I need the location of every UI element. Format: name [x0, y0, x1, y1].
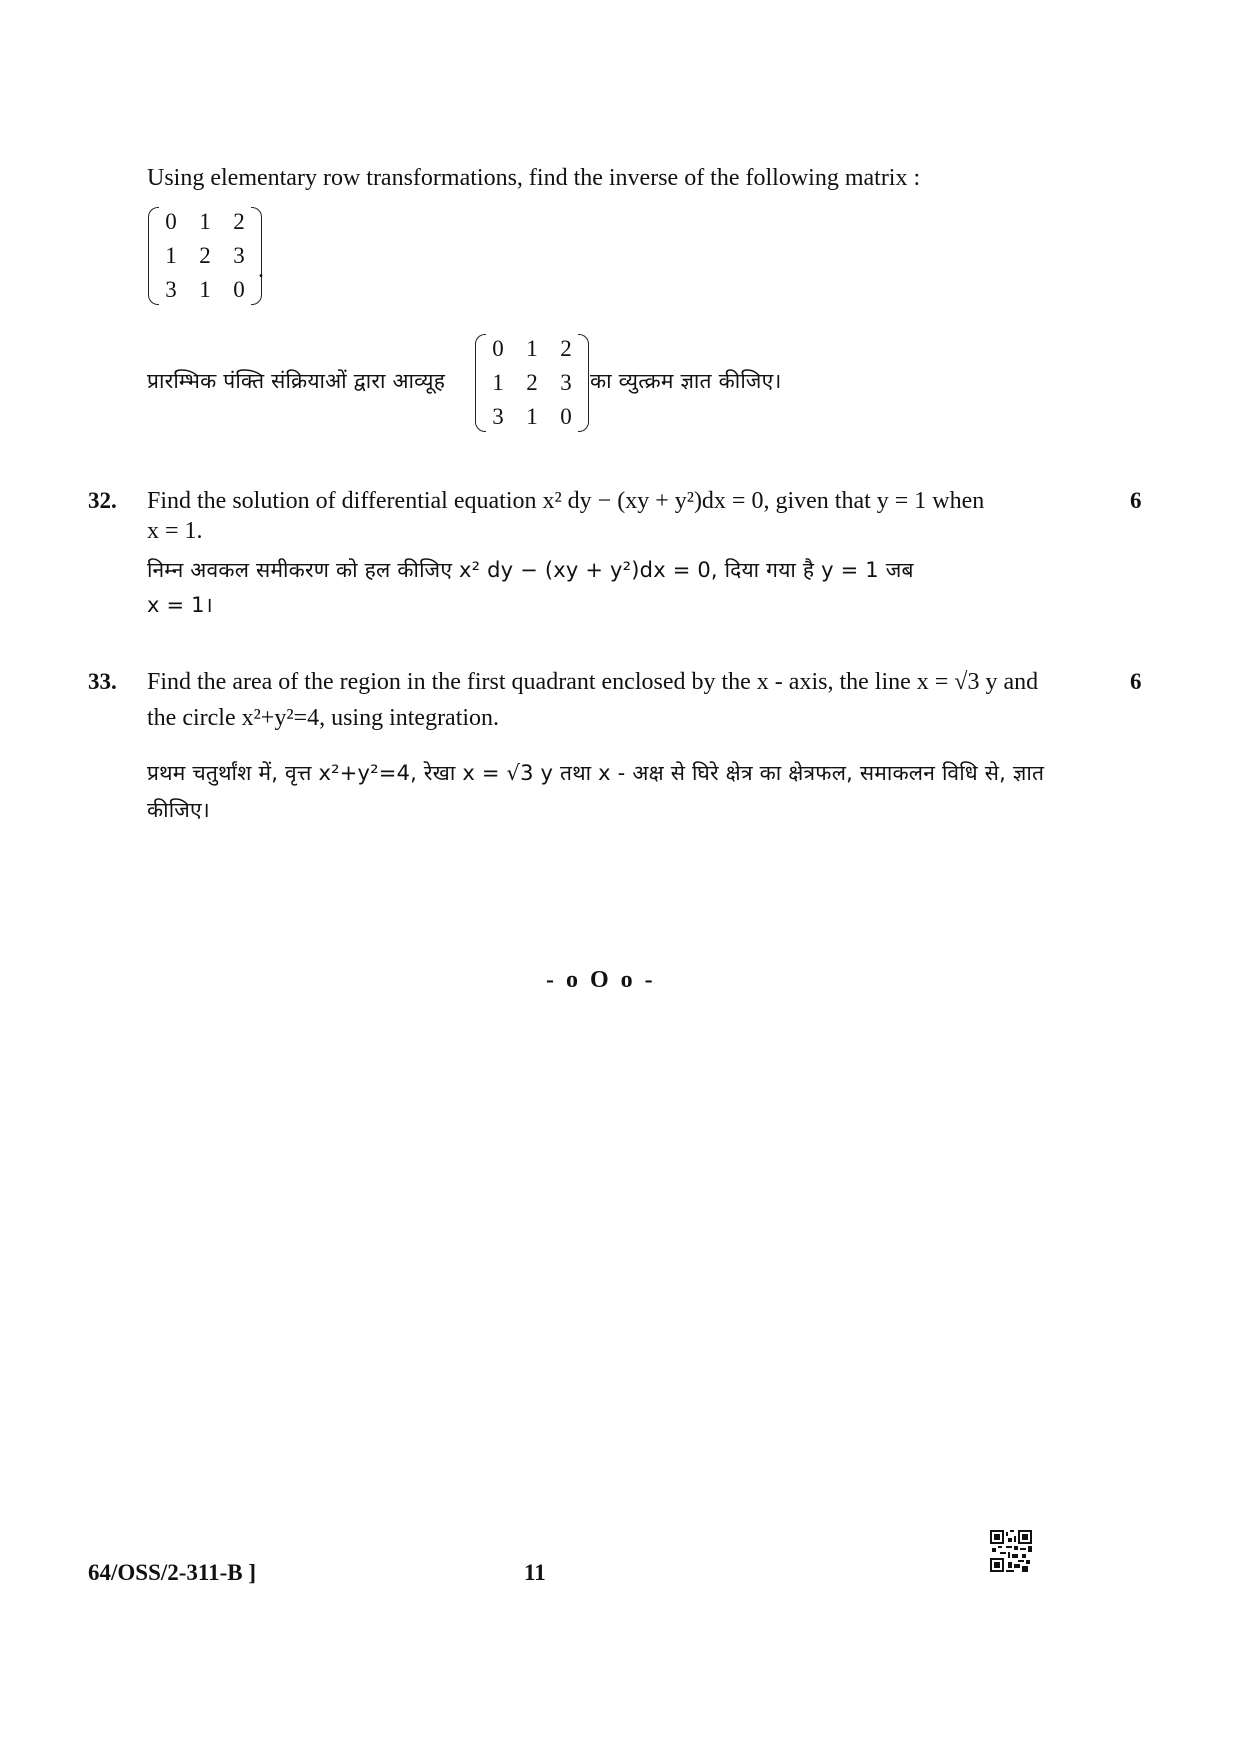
question-marks: 6: [1130, 488, 1142, 513]
matrix-cell: 2: [199, 243, 211, 268]
q31-text-hi-before: प्रारम्भिक पंक्ति संक्रियाओं द्वारा आव्यूह: [147, 369, 446, 393]
matrix-cell: 0: [492, 336, 504, 361]
q33-text-hi-line1: प्रथम चतुर्थांश में, वृत्त x²+y²=4, रेखा x = √3 y तथा x - अक्ष से घिरे क्षेत्र का क्षेत्रफल, समाकलन विधि से, ज्ञात: [147, 761, 1045, 785]
matrix-cell: 1: [492, 370, 504, 395]
q33-text-hi-line2: कीजिए।: [147, 798, 210, 822]
question-marks: 6: [1130, 669, 1142, 694]
q31-matrix-hi: [475, 332, 589, 434]
page-number: 11: [524, 1560, 546, 1585]
q33-text-en-line2: the circle x²+y²=4, using integration.: [147, 705, 500, 731]
matrix-cell: 3: [492, 404, 504, 429]
q31-matrix-en: [148, 205, 262, 307]
matrix-cell: 3: [233, 243, 245, 268]
matrix-cell: 0: [165, 209, 177, 234]
matrix-cell: 0: [233, 277, 245, 302]
matrix-cell: 1: [165, 243, 177, 268]
matrix-cell: 0: [560, 404, 572, 429]
paper-code: 64/OSS/2-311-B ]: [88, 1560, 257, 1585]
q31-text-hi-after: का व्युत्क्रम ज्ञात कीजिए।: [590, 369, 782, 393]
q32-text-hi-line2: x = 1।: [147, 593, 213, 617]
question-number: 33.: [88, 669, 117, 694]
matrix-cell: 2: [560, 336, 572, 361]
question-number: 32.: [88, 488, 117, 513]
q32-text-en-line2: x = 1.: [147, 518, 203, 544]
q32-text-hi-line1: निम्न अवकल समीकरण को हल कीजिए x² dy − (xy + y²)dx = 0, दिया गया है y = 1 जब: [147, 558, 914, 582]
matrix-cell: 3: [560, 370, 572, 395]
matrix-cell: 2: [526, 370, 538, 395]
matrix-period: .: [258, 257, 264, 283]
end-of-paper-mark: - o O o -: [546, 967, 656, 993]
matrix-cell: 1: [526, 404, 538, 429]
matrix-cell: 2: [233, 209, 245, 234]
q33-text-en-line1: Find the area of the region in the first quadrant enclosed by the x - axis, the line x = √3 y and: [147, 669, 1039, 695]
q31-text-en: Using elementary row transformations, find the inverse of the following matrix :: [147, 165, 921, 191]
matrix-cell: 3: [165, 277, 177, 302]
matrix-cell: 1: [199, 277, 211, 302]
qr-code-icon: [990, 1530, 1032, 1572]
matrix-cell: 1: [526, 336, 538, 361]
matrix-cell: 1: [199, 209, 211, 234]
q32-text-en-line1: Find the solution of differential equation x² dy − (xy + y²)dx = 0, given that y = 1 when: [147, 488, 985, 514]
